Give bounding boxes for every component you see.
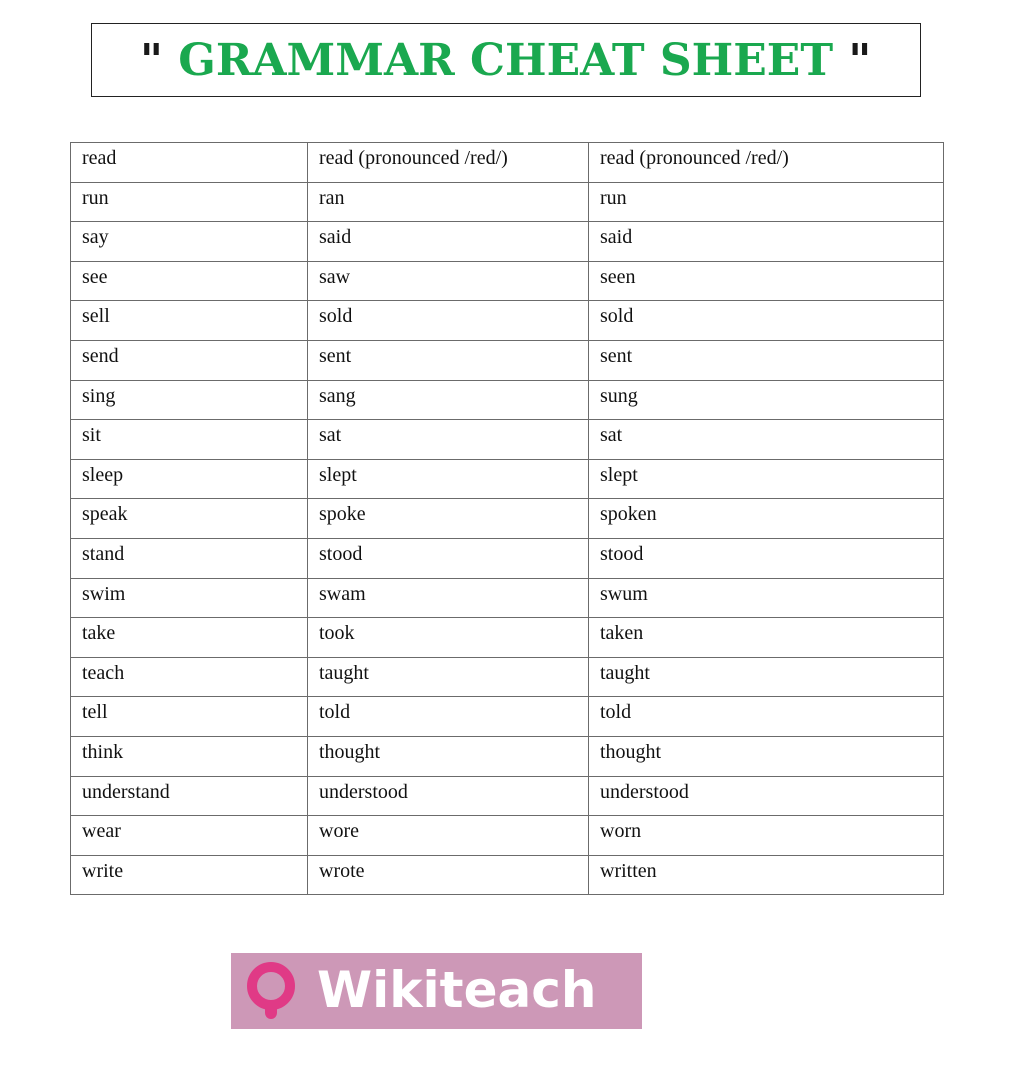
base-form-cell: sing — [71, 380, 308, 420]
table-row — [71, 143, 944, 183]
base-form-cell: understand — [71, 776, 308, 816]
past-participle-cell: spoken — [589, 499, 944, 539]
table-row — [71, 816, 944, 856]
past-simple-cell: sent — [308, 340, 589, 380]
base-form-cell: run — [71, 182, 308, 222]
past-participle-cell: written — [589, 855, 944, 895]
title-box — [91, 23, 921, 97]
base-form-cell: read — [71, 143, 308, 183]
past-participle-cell: sent — [589, 340, 944, 380]
past-simple-cell: said — [308, 222, 589, 262]
past-participle-cell: taken — [589, 618, 944, 658]
past-participle-cell: sold — [589, 301, 944, 341]
past-simple-cell: told — [308, 697, 589, 737]
base-form-cell: think — [71, 736, 308, 776]
base-form-cell: write — [71, 855, 308, 895]
table-row — [71, 697, 944, 737]
past-simple-cell: wrote — [308, 855, 589, 895]
past-simple-cell: read (pronounced /red/) — [308, 143, 589, 183]
table-row — [71, 618, 944, 658]
table-row — [71, 459, 944, 499]
past-simple-cell: sat — [308, 420, 589, 460]
base-form-cell: send — [71, 340, 308, 380]
past-simple-cell: sold — [308, 301, 589, 341]
irregular-verbs-table — [70, 142, 944, 895]
past-participle-cell: said — [589, 222, 944, 262]
table-row — [71, 657, 944, 697]
wikiteach-logo — [231, 953, 642, 1029]
past-participle-cell: worn — [589, 816, 944, 856]
past-simple-cell: slept — [308, 459, 589, 499]
past-participle-cell: taught — [589, 657, 944, 697]
title-quote-close: " — [848, 35, 872, 86]
lightbulb-icon — [243, 961, 299, 1023]
base-form-cell: sleep — [71, 459, 308, 499]
table-row — [71, 301, 944, 341]
table-row — [71, 182, 944, 222]
base-form-cell: swim — [71, 578, 308, 618]
base-form-cell: wear — [71, 816, 308, 856]
past-simple-cell: took — [308, 618, 589, 658]
past-simple-cell: ran — [308, 182, 589, 222]
past-simple-cell: wore — [308, 816, 589, 856]
table-row — [71, 340, 944, 380]
past-participle-cell: read (pronounced /red/) — [589, 143, 944, 183]
table-row — [71, 538, 944, 578]
past-participle-cell: sat — [589, 420, 944, 460]
past-simple-cell: saw — [308, 261, 589, 301]
past-participle-cell: seen — [589, 261, 944, 301]
past-simple-cell: stood — [308, 538, 589, 578]
past-participle-cell: thought — [589, 736, 944, 776]
past-participle-cell: run — [589, 182, 944, 222]
base-form-cell: sit — [71, 420, 308, 460]
base-form-cell: tell — [71, 697, 308, 737]
base-form-cell: teach — [71, 657, 308, 697]
base-form-cell: see — [71, 261, 308, 301]
past-simple-cell: thought — [308, 736, 589, 776]
table-row — [71, 776, 944, 816]
table-row — [71, 420, 944, 460]
past-simple-cell: spoke — [308, 499, 589, 539]
past-simple-cell: sang — [308, 380, 589, 420]
title-quote-open: " — [140, 35, 163, 86]
table-body — [71, 143, 944, 895]
past-simple-cell: swam — [308, 578, 589, 618]
title-main: GRAMMAR CHEAT SHEET — [178, 35, 834, 86]
past-simple-cell: understood — [308, 776, 589, 816]
table-row — [71, 380, 944, 420]
base-form-cell: stand — [71, 538, 308, 578]
past-participle-cell: sung — [589, 380, 944, 420]
table-row — [71, 261, 944, 301]
base-form-cell: sell — [71, 301, 308, 341]
past-participle-cell: slept — [589, 459, 944, 499]
table-row — [71, 855, 944, 895]
past-participle-cell: stood — [589, 538, 944, 578]
page-title — [140, 34, 871, 88]
table-row — [71, 499, 944, 539]
table-row — [71, 222, 944, 262]
base-form-cell: say — [71, 222, 308, 262]
base-form-cell: take — [71, 618, 308, 658]
past-simple-cell: taught — [308, 657, 589, 697]
past-participle-cell: swum — [589, 578, 944, 618]
past-participle-cell: understood — [589, 776, 944, 816]
table-row — [71, 578, 944, 618]
base-form-cell: speak — [71, 499, 308, 539]
logo-text: Wikiteach — [317, 961, 597, 1019]
table-row — [71, 736, 944, 776]
past-participle-cell: told — [589, 697, 944, 737]
